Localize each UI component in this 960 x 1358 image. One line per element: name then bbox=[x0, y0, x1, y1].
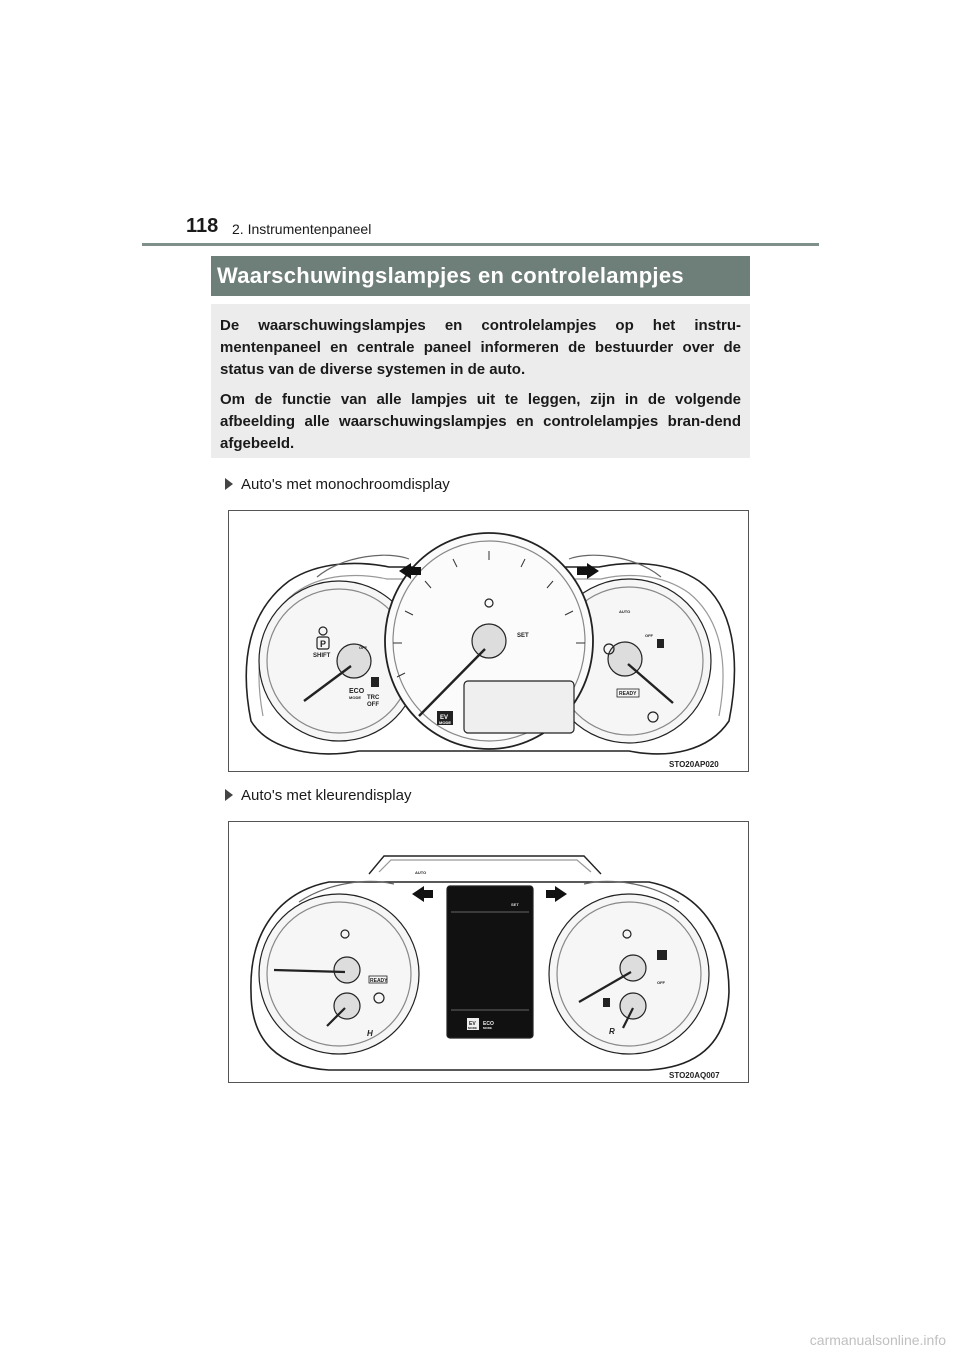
top-indicator-strip bbox=[369, 856, 601, 874]
set-label: SET bbox=[511, 902, 519, 907]
center-colour-display bbox=[447, 886, 533, 1038]
figure-monochrome bbox=[228, 510, 749, 772]
ready-label: READY bbox=[370, 978, 388, 984]
triangle-bullet-icon bbox=[225, 789, 233, 801]
p-label: P bbox=[320, 639, 327, 649]
ev-label: EV bbox=[469, 1021, 476, 1027]
auto-label: AUTO bbox=[619, 609, 631, 614]
bullet-colour bbox=[225, 787, 411, 804]
center-lcd bbox=[464, 681, 574, 733]
intro-box bbox=[211, 304, 750, 458]
eco-mode-label: MODE bbox=[349, 695, 361, 700]
eco-mode-label: MODE bbox=[483, 1026, 492, 1030]
header-rule bbox=[142, 243, 819, 246]
right-turn-arrow-icon bbox=[546, 886, 567, 902]
trc-label: TRC bbox=[367, 695, 380, 701]
bullet-label: Auto's met kleurendisplay bbox=[241, 787, 412, 804]
section-title: 2. Instrumentenpaneel bbox=[232, 221, 372, 237]
ev-mode-label: MODE bbox=[468, 1026, 477, 1030]
ready-label: READY bbox=[619, 691, 637, 697]
bullet-label: Auto's met monochroomdisplay bbox=[241, 476, 450, 493]
off-label-left: OFF bbox=[359, 645, 367, 650]
left-turn-arrow-icon bbox=[412, 886, 433, 902]
right-turn-arrow-icon bbox=[577, 563, 599, 579]
bullet-monochrome bbox=[225, 476, 450, 493]
ev-label: EV bbox=[440, 715, 449, 721]
eco-label: ECO bbox=[349, 688, 365, 695]
figure-code: STO20AP020 bbox=[669, 760, 719, 769]
cluster-illustration-colour bbox=[229, 822, 750, 1084]
shift-label: SHIFT bbox=[313, 653, 331, 659]
figure-colour bbox=[228, 821, 749, 1083]
auto-label: AUTO bbox=[415, 870, 427, 875]
page-number: 118 bbox=[186, 215, 219, 237]
intro-paragraph-1: De waarschuwingslampjes en controlelampjes op het instru-mentenpaneel en centrale paneel informeren de bestuurder over de status van de diverse systemen in de auto. bbox=[220, 317, 741, 378]
trc-off-label: OFF bbox=[367, 702, 379, 708]
off-label: OFF bbox=[657, 980, 665, 985]
cluster-illustration-mono bbox=[229, 511, 750, 773]
eco-label: ECO bbox=[483, 1021, 494, 1027]
set-label: SET bbox=[517, 633, 529, 639]
off-label-right: OFF bbox=[645, 633, 653, 638]
fuel-r-label: R bbox=[609, 1027, 615, 1036]
heading-bar: Waarschuwingslampjes en controlelampjes bbox=[211, 256, 750, 296]
watermark: carmanualsonline.info bbox=[809, 1332, 946, 1348]
ev-mode-label: MODE bbox=[439, 720, 451, 725]
figure-code: STO20AQ007 bbox=[669, 1071, 720, 1080]
intro-paragraph-2: Om de functie van alle lampjes uit te leggen, zijn in de volgende afbeelding alle waarschuwingslampjes en controlelampjes bran-dend afgebeeld. bbox=[220, 391, 741, 452]
temp-h-label: H bbox=[367, 1029, 373, 1038]
triangle-bullet-icon bbox=[225, 478, 233, 490]
